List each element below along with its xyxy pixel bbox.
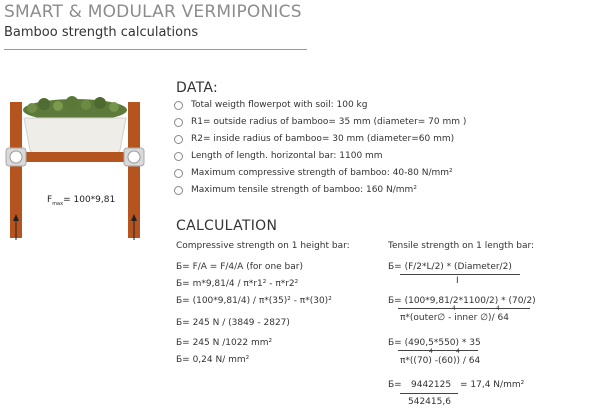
compressive-heading: Compressive strength on 1 height bar:	[176, 241, 350, 251]
compressive-line: Б= F/A = F/4/A (for one bar)	[176, 262, 303, 272]
title-divider	[4, 49, 307, 50]
compressive-line: Б= 245 N /1022 mm²	[176, 338, 273, 348]
page-subtitle: Bamboo strength calculations	[4, 25, 199, 40]
fraction-bar	[398, 308, 530, 309]
tensile-heading: Tensile strength on 1 length bar:	[388, 241, 535, 251]
compressive-line: Б= (100*9,81/4) / π*(35)² - π*(30)²	[176, 296, 332, 306]
tensile-result: = 17,4 N/mm²	[460, 380, 525, 390]
page-title: SMART & MODULAR VERMIPONICS	[4, 2, 302, 22]
data-item: Length of length. horizontal bar: 1100 mm	[174, 151, 383, 161]
pipe-joint-left	[6, 148, 26, 166]
force-label: $F_{max}= 100*9,81$	[47, 195, 116, 207]
exponent: 4	[456, 348, 460, 355]
compressive-line: Б= 0,24 N/ mm²	[176, 355, 250, 365]
tensile-formula-1-numerator: Б= (F/2*L/2) * (Diameter/2)	[388, 262, 512, 272]
tensile-formula-3-numerator: Б= (490,5*550) * 35	[388, 338, 481, 348]
data-item: Maximum tensile strength of bamboo: 160 N/mm²	[174, 185, 417, 195]
tensile-formula-3-denominator: π*((70) -(60)) / 64	[400, 356, 481, 366]
compressive-line: Б= m*9,81/4 / π*r1² - π*r2²	[176, 279, 299, 289]
fraction-bar	[398, 350, 478, 351]
fraction-bar	[400, 274, 520, 275]
tensile-formula-4-denominator: 542415,6	[408, 397, 451, 407]
data-item: Total weigth flowerpot with soil: 100 kg	[174, 100, 367, 110]
tensile-formula-4-prefix: Б=	[388, 380, 402, 390]
bullet-circle-icon	[174, 169, 183, 178]
tensile-formula-1-denominator: I	[456, 276, 459, 286]
fraction-bar	[400, 393, 458, 394]
bullet-circle-icon	[174, 101, 183, 110]
data-item: Maximum compressive strength of bamboo: 40-80 N/mm²	[174, 168, 453, 178]
exponent: 4	[452, 305, 456, 312]
tensile-formula-2-numerator: Б= (100*9,81/2*1100/2) * (70/2)	[388, 296, 536, 306]
tensile-formula-4-numerator: 9442125	[411, 380, 452, 390]
tensile-formula-2-denominator: π*(outer∅ - inner ∅)/ 64	[400, 313, 509, 323]
bullet-circle-icon	[174, 118, 183, 127]
data-heading: DATA:	[176, 80, 219, 96]
calculation-heading: CALCULATION	[176, 218, 278, 234]
data-item: R2= inside radius of bamboo= 30 mm (diameter=60 mm)	[174, 134, 454, 144]
exponent: 4	[429, 348, 433, 355]
compressive-line: Б= 245 N / (3849 - 2827)	[176, 318, 290, 328]
bullet-circle-icon	[174, 186, 183, 195]
plants-foliage	[23, 96, 127, 121]
bullet-circle-icon	[174, 152, 183, 161]
bullet-circle-icon	[174, 135, 183, 144]
planter-illustration	[0, 88, 160, 248]
bamboo-horizontal-bar	[16, 152, 134, 162]
pipe-joint-right	[124, 148, 144, 166]
flowerpot	[24, 118, 126, 154]
data-item: R1= outside radius of bamboo= 35 mm (diameter= 70 mm )	[174, 117, 466, 127]
exponent: 4	[496, 305, 500, 312]
